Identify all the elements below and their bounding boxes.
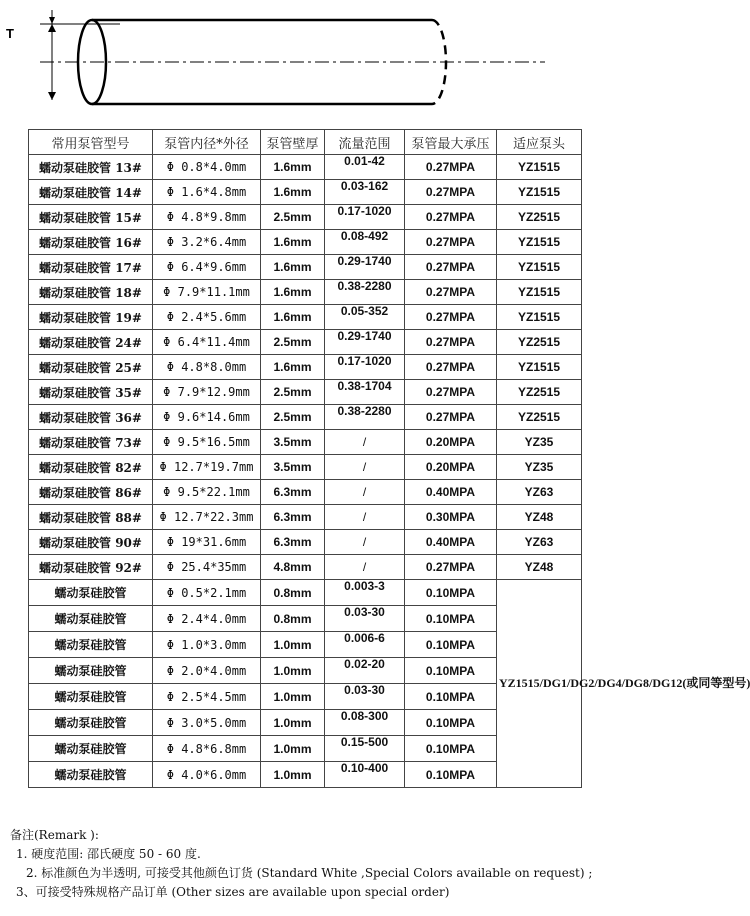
table-row bbox=[29, 180, 582, 205]
dimension-cell: Φ 1.6*4.8mm bbox=[153, 180, 261, 205]
flow-cell: / bbox=[325, 530, 405, 555]
pump-head-cell: YZ63 bbox=[497, 530, 582, 555]
pressure-cell: 0.27MPA bbox=[405, 330, 497, 355]
dimension-cell: Φ 0.8*4.0mm bbox=[153, 155, 261, 180]
model-cell: 蠕动泵硅胶管 bbox=[29, 606, 153, 632]
pump-head-merged-cell: YZ1515/DG1/DG2/DG4/DG8/DG12(或同等型号) bbox=[497, 580, 582, 788]
flow-cell: 0.05-352 bbox=[325, 305, 405, 330]
wall-cell: 3.5mm bbox=[261, 455, 325, 480]
model-cell: 蠕动泵硅胶管 73# bbox=[29, 430, 153, 455]
flow-cell: 0.38-1704 bbox=[325, 380, 405, 405]
wall-cell: 2.5mm bbox=[261, 330, 325, 355]
pump-head-cell: YZ1515 bbox=[497, 355, 582, 380]
tube-diagram bbox=[0, 0, 610, 125]
wall-cell: 1.0mm bbox=[261, 710, 325, 736]
flow-cell: 0.03-162 bbox=[325, 180, 405, 205]
wall-cell: 3.5mm bbox=[261, 430, 325, 455]
flow-cell: 0.29-1740 bbox=[325, 255, 405, 280]
wall-cell: 1.0mm bbox=[261, 658, 325, 684]
table-row bbox=[29, 305, 582, 330]
pressure-cell: 0.27MPA bbox=[405, 255, 497, 280]
pump-head-cell: YZ1515 bbox=[497, 255, 582, 280]
dimension-cell: Φ 7.9*11.1mm bbox=[153, 280, 261, 305]
table-row bbox=[29, 355, 582, 380]
wall-cell: 1.6mm bbox=[261, 305, 325, 330]
wall-cell: 4.8mm bbox=[261, 555, 325, 580]
pressure-cell: 0.40MPA bbox=[405, 530, 497, 555]
pump-head-cell: YZ1515 bbox=[497, 230, 582, 255]
wall-cell: 1.6mm bbox=[261, 280, 325, 305]
header-dimensions: 泵管内径*外径 bbox=[153, 130, 261, 155]
flow-cell: 0.15-500 bbox=[325, 736, 405, 762]
dimension-cell: Φ 6.4*9.6mm bbox=[153, 255, 261, 280]
dimension-cell: Φ 7.9*12.9mm bbox=[153, 380, 261, 405]
model-cell: 蠕动泵硅胶管 35# bbox=[29, 380, 153, 405]
pressure-cell: 0.27MPA bbox=[405, 205, 497, 230]
spec-table bbox=[28, 129, 750, 788]
flow-cell: / bbox=[325, 555, 405, 580]
flow-cell: 0.03-30 bbox=[325, 606, 405, 632]
dimension-cell: Φ 2.5*4.5mm bbox=[153, 684, 261, 710]
table-row bbox=[29, 205, 582, 230]
pressure-cell: 0.27MPA bbox=[405, 555, 497, 580]
table-row bbox=[29, 255, 582, 280]
pump-head-cell: YZ2515 bbox=[497, 380, 582, 405]
flow-cell: / bbox=[325, 455, 405, 480]
pressure-cell: 0.20MPA bbox=[405, 430, 497, 455]
thickness-label: T bbox=[6, 26, 14, 41]
model-cell: 蠕动泵硅胶管 bbox=[29, 736, 153, 762]
flow-cell: 0.03-30 bbox=[325, 684, 405, 710]
remark-line: 2. 标准颜色为半透明, 可接受其他颜色订货 (Standard White ,Special Colors available on request) ; bbox=[26, 866, 593, 880]
table-row bbox=[29, 555, 582, 580]
flow-cell: 0.10-400 bbox=[325, 762, 405, 788]
wall-cell: 2.5mm bbox=[261, 405, 325, 430]
dimension-cell: Φ 2.4*5.6mm bbox=[153, 305, 261, 330]
dimension-cell: Φ 12.7*19.7mm bbox=[153, 455, 261, 480]
header-model: 常用泵管型号 bbox=[29, 130, 153, 155]
dimension-cell: Φ 3.2*6.4mm bbox=[153, 230, 261, 255]
wall-cell: 1.0mm bbox=[261, 736, 325, 762]
wall-cell: 0.8mm bbox=[261, 580, 325, 606]
model-cell: 蠕动泵硅胶管 24# bbox=[29, 330, 153, 355]
model-cell: 蠕动泵硅胶管 19# bbox=[29, 305, 153, 330]
wall-cell: 1.0mm bbox=[261, 762, 325, 788]
pump-head-cell: YZ48 bbox=[497, 505, 582, 530]
table-row bbox=[29, 380, 582, 405]
wall-cell: 6.3mm bbox=[261, 480, 325, 505]
pressure-cell: 0.10MPA bbox=[405, 762, 497, 788]
flow-cell: 0.29-1740 bbox=[325, 330, 405, 355]
table-header-row bbox=[29, 130, 582, 155]
wall-cell: 1.6mm bbox=[261, 230, 325, 255]
flow-cell: 0.17-1020 bbox=[325, 355, 405, 380]
remark-line: 3、可接受特殊规格产品订单 (Other sizes are available upon special order) bbox=[16, 885, 450, 899]
dimension-cell: Φ 2.4*4.0mm bbox=[153, 606, 261, 632]
table-row bbox=[29, 155, 582, 180]
pressure-cell: 0.40MPA bbox=[405, 480, 497, 505]
remarks bbox=[10, 826, 592, 902]
wall-cell: 1.0mm bbox=[261, 632, 325, 658]
flow-cell: 0.38-2280 bbox=[325, 405, 405, 430]
wall-cell: 6.3mm bbox=[261, 505, 325, 530]
flow-cell: 0.08-492 bbox=[325, 230, 405, 255]
wall-cell: 6.3mm bbox=[261, 530, 325, 555]
wall-cell: 2.5mm bbox=[261, 380, 325, 405]
dimension-cell: Φ 0.5*2.1mm bbox=[153, 580, 261, 606]
flow-cell: 0.08-300 bbox=[325, 710, 405, 736]
model-cell: 蠕动泵硅胶管 90# bbox=[29, 530, 153, 555]
flow-cell: 0.02-20 bbox=[325, 658, 405, 684]
pressure-cell: 0.10MPA bbox=[405, 632, 497, 658]
dimension-cell: Φ 4.8*8.0mm bbox=[153, 355, 261, 380]
pressure-cell: 0.10MPA bbox=[405, 710, 497, 736]
model-cell: 蠕动泵硅胶管 bbox=[29, 762, 153, 788]
model-cell: 蠕动泵硅胶管 13# bbox=[29, 155, 153, 180]
model-cell: 蠕动泵硅胶管 25# bbox=[29, 355, 153, 380]
pump-head-cell: YZ35 bbox=[497, 455, 582, 480]
pump-head-cell: YZ2515 bbox=[497, 405, 582, 430]
dimension-cell: Φ 4.0*6.0mm bbox=[153, 762, 261, 788]
model-cell: 蠕动泵硅胶管 82# bbox=[29, 455, 153, 480]
header-max-pressure: 泵管最大承压 bbox=[405, 130, 497, 155]
flow-cell: / bbox=[325, 480, 405, 505]
dimension-cell: Φ 4.8*9.8mm bbox=[153, 205, 261, 230]
dimension-cell: Φ 9.5*22.1mm bbox=[153, 480, 261, 505]
model-cell: 蠕动泵硅胶管 14# bbox=[29, 180, 153, 205]
remarks-title: 备注(Remark ): bbox=[10, 828, 99, 842]
model-cell: 蠕动泵硅胶管 17# bbox=[29, 255, 153, 280]
pressure-cell: 0.27MPA bbox=[405, 280, 497, 305]
pump-head-cell: YZ1515 bbox=[497, 305, 582, 330]
model-cell: 蠕动泵硅胶管 bbox=[29, 632, 153, 658]
model-cell: 蠕动泵硅胶管 bbox=[29, 658, 153, 684]
table-row bbox=[29, 505, 582, 530]
table-row bbox=[29, 530, 582, 555]
table-row bbox=[29, 455, 582, 480]
dimension-cell: Φ 12.7*22.3mm bbox=[153, 505, 261, 530]
model-cell: 蠕动泵硅胶管 bbox=[29, 710, 153, 736]
dimension-cell: Φ 1.0*3.0mm bbox=[153, 632, 261, 658]
pump-head-cell: YZ1515 bbox=[497, 155, 582, 180]
model-cell: 蠕动泵硅胶管 86# bbox=[29, 480, 153, 505]
header-flow-range: 流量范围 bbox=[325, 130, 405, 155]
pressure-cell: 0.30MPA bbox=[405, 505, 497, 530]
flow-cell: / bbox=[325, 430, 405, 455]
table-row bbox=[29, 430, 582, 455]
pressure-cell: 0.27MPA bbox=[405, 180, 497, 205]
flow-cell: / bbox=[325, 505, 405, 530]
dimension-cell: Φ 25.4*35mm bbox=[153, 555, 261, 580]
pressure-cell: 0.27MPA bbox=[405, 380, 497, 405]
flow-cell: 0.38-2280 bbox=[325, 280, 405, 305]
pressure-cell: 0.20MPA bbox=[405, 455, 497, 480]
table-row bbox=[29, 230, 582, 255]
dimension-cell: Φ 6.4*11.4mm bbox=[153, 330, 261, 355]
wall-cell: 1.6mm bbox=[261, 255, 325, 280]
header-wall-thickness: 泵管壁厚 bbox=[261, 130, 325, 155]
pressure-cell: 0.27MPA bbox=[405, 305, 497, 330]
model-cell: 蠕动泵硅胶管 36# bbox=[29, 405, 153, 430]
pressure-cell: 0.27MPA bbox=[405, 155, 497, 180]
pump-head-cell: YZ2515 bbox=[497, 205, 582, 230]
dimension-cell: Φ 2.0*4.0mm bbox=[153, 658, 261, 684]
model-cell: 蠕动泵硅胶管 bbox=[29, 684, 153, 710]
pump-head-cell: YZ1515 bbox=[497, 180, 582, 205]
table-row bbox=[29, 405, 582, 430]
wall-cell: 1.6mm bbox=[261, 155, 325, 180]
pressure-cell: 0.27MPA bbox=[405, 230, 497, 255]
model-cell: 蠕动泵硅胶管 88# bbox=[29, 505, 153, 530]
dimension-cell: Φ 9.6*14.6mm bbox=[153, 405, 261, 430]
model-cell: 蠕动泵硅胶管 bbox=[29, 580, 153, 606]
dimension-cell: Φ 4.8*6.8mm bbox=[153, 736, 261, 762]
wall-cell: 2.5mm bbox=[261, 205, 325, 230]
dimension-cell: Φ 9.5*16.5mm bbox=[153, 430, 261, 455]
pump-head-cell: YZ63 bbox=[497, 480, 582, 505]
table-row bbox=[29, 480, 582, 505]
pressure-cell: 0.10MPA bbox=[405, 580, 497, 606]
wall-cell: 1.0mm bbox=[261, 684, 325, 710]
remark-line: 1. 硬度范围: 邵氏硬度 50 - 60 度. bbox=[16, 847, 201, 861]
model-cell: 蠕动泵硅胶管 92# bbox=[29, 555, 153, 580]
table-row bbox=[29, 280, 582, 305]
pressure-cell: 0.27MPA bbox=[405, 355, 497, 380]
wall-cell: 1.6mm bbox=[261, 180, 325, 205]
pressure-cell: 0.10MPA bbox=[405, 736, 497, 762]
header-pump-head: 适应泵头 bbox=[497, 130, 582, 155]
dimension-cell: Φ 3.0*5.0mm bbox=[153, 710, 261, 736]
pump-head-cell: YZ48 bbox=[497, 555, 582, 580]
pressure-cell: 0.10MPA bbox=[405, 658, 497, 684]
pump-head-cell: YZ35 bbox=[497, 430, 582, 455]
pressure-cell: 0.27MPA bbox=[405, 405, 497, 430]
model-cell: 蠕动泵硅胶管 16# bbox=[29, 230, 153, 255]
table-row bbox=[29, 330, 582, 355]
wall-cell: 0.8mm bbox=[261, 606, 325, 632]
flow-cell: 0.003-3 bbox=[325, 580, 405, 606]
dimension-cell: Φ 19*31.6mm bbox=[153, 530, 261, 555]
flow-cell: 0.006-6 bbox=[325, 632, 405, 658]
pressure-cell: 0.10MPA bbox=[405, 606, 497, 632]
model-cell: 蠕动泵硅胶管 18# bbox=[29, 280, 153, 305]
flow-cell: 0.01-42 bbox=[325, 155, 405, 180]
pump-head-cell: YZ1515 bbox=[497, 280, 582, 305]
flow-cell: 0.17-1020 bbox=[325, 205, 405, 230]
table-row bbox=[29, 580, 582, 606]
pressure-cell: 0.10MPA bbox=[405, 684, 497, 710]
wall-cell: 1.6mm bbox=[261, 355, 325, 380]
pump-head-cell: YZ2515 bbox=[497, 330, 582, 355]
model-cell: 蠕动泵硅胶管 15# bbox=[29, 205, 153, 230]
